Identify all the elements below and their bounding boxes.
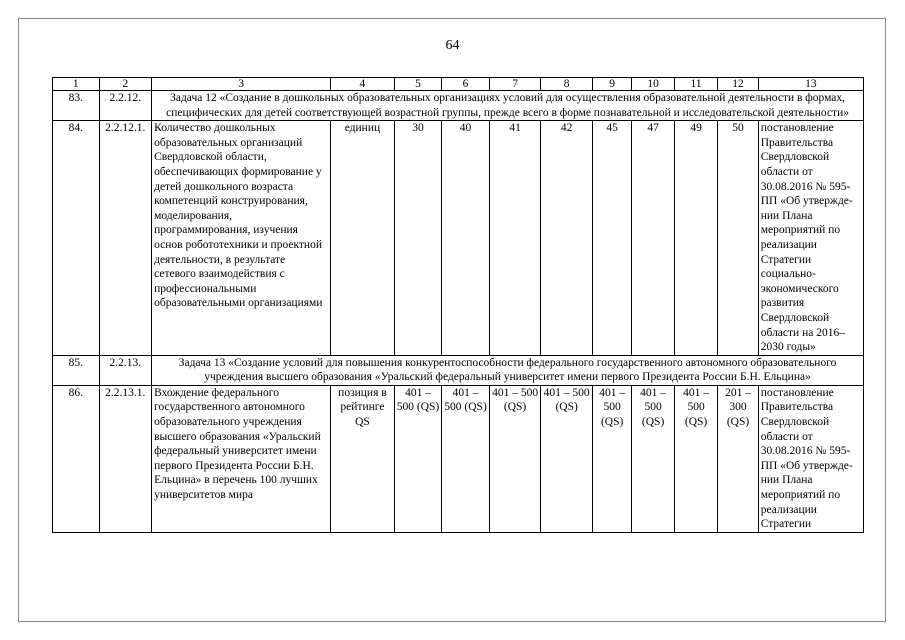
column-number: 8: [541, 78, 593, 91]
value-cell: 42: [541, 121, 593, 356]
indicator-name: Количество дошкольных образовательных организаций Свердловской области, обеспечивающих формирование у детей дошкольного возраста компетенций конструирования, моделирования, программирования, изучения основ робототехники и проектной деятельности, в результате сетевого взаимодействия с профессиональными образовательными организациями: [152, 121, 331, 356]
value-cell: 401 – 500 (QS): [632, 385, 674, 532]
task-row: [53, 355, 864, 385]
value-cell: 30: [394, 121, 442, 356]
row-code: 2.2.13.1.: [99, 385, 152, 532]
row-code: 2.2.12.1.: [99, 121, 152, 356]
value-cell: 401 – 500 (QS): [541, 385, 593, 532]
column-number: 3: [152, 78, 331, 91]
value-cell: 401 – 500 (QS): [394, 385, 442, 532]
value-cell: 47: [632, 121, 674, 356]
indicator-row: [53, 121, 864, 356]
column-number: 13: [758, 78, 863, 91]
value-cell: 401 – 500 (QS): [489, 385, 541, 532]
source-document: постановление Правительства Свердловской области от 30.08.2016 № 595-ПП «Об утвержде-нии Плана мероприятий по реализации Стратегии: [758, 385, 863, 532]
task-text: Задача 12 «Создание в дошкольных образовательных организациях условий для осуществления образовательной деятельности в формах, специфических для детей соответствующей возрастной группы, прежде всего в форме познавательной и исследовательской деятельности»: [152, 91, 864, 121]
task-row: [53, 91, 864, 121]
row-number: 83.: [53, 91, 100, 121]
column-number: 1: [53, 78, 100, 91]
page-number: 64: [445, 38, 460, 53]
indicator-row: [53, 385, 864, 532]
column-number: 10: [632, 78, 674, 91]
value-cell: 49: [674, 121, 717, 356]
value-cell: 201 – 300 (QS): [718, 385, 758, 532]
row-code: 2.2.12.: [99, 91, 152, 121]
column-number: 2: [99, 78, 152, 91]
value-cell: 41: [489, 121, 541, 356]
row-number: 85.: [53, 355, 100, 385]
unit: позиция в рейтинге QS: [331, 385, 395, 532]
unit: единиц: [331, 121, 395, 356]
value-cell: 401 – 500 (QS): [592, 385, 631, 532]
indicator-name: Вхождение федерального государственного автономного образовательного учреждения высшего образования «Уральский федеральный университет имени первого Президента России Б.Н. Ельцина» в перечень 100 лучших университетов мира: [152, 385, 331, 532]
indicators-table: [52, 77, 864, 533]
column-number: 6: [442, 78, 490, 91]
task-text: Задача 13 «Создание условий для повышения конкурентоспособности федерального государственного автономного образовательного учреждения высшего образования «Уральский федеральный университет имени первого Президента России Б.Н. Ельцина»: [152, 355, 864, 385]
column-number: 5: [394, 78, 442, 91]
row-number: 86.: [53, 385, 100, 532]
source-document: постановление Правительства Свердловской области от 30.08.2016 № 595-ПП «Об утвержде-нии Плана мероприятий по реализации Стратегии социально-экономического развития Свердловской области на 2016–2030 годы»: [758, 121, 863, 356]
table-header-row: [53, 78, 864, 91]
value-cell: 40: [442, 121, 490, 356]
column-number: 7: [489, 78, 541, 91]
row-code: 2.2.13.: [99, 355, 152, 385]
value-cell: 50: [718, 121, 758, 356]
column-number: 11: [674, 78, 717, 91]
value-cell: 45: [592, 121, 631, 356]
column-number: 4: [331, 78, 395, 91]
column-number: 12: [718, 78, 758, 91]
value-cell: 401 – 500 (QS): [674, 385, 717, 532]
row-number: 84.: [53, 121, 100, 356]
value-cell: 401 – 500 (QS): [442, 385, 490, 532]
column-number: 9: [592, 78, 631, 91]
